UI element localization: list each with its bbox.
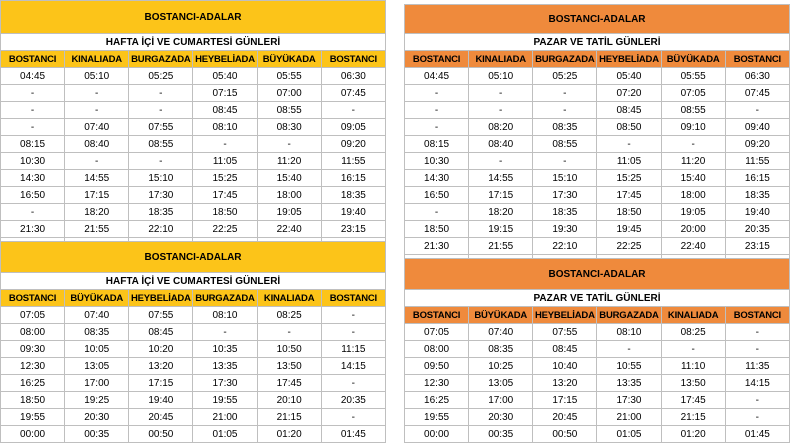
time-cell: 00:35 — [65, 426, 129, 443]
time-cell: 08:20 — [469, 119, 533, 136]
time-cell: 11:35 — [725, 358, 789, 375]
time-cell: 10:05 — [65, 341, 129, 358]
time-cell: - — [725, 409, 789, 426]
table-row — [1, 68, 386, 85]
table-row — [405, 187, 790, 204]
time-cell: - — [321, 307, 385, 324]
table-row — [405, 409, 790, 426]
time-cell: 19:15 — [469, 221, 533, 238]
table-row — [405, 119, 790, 136]
time-cell: 08:55 — [533, 136, 597, 153]
time-cell: 08:50 — [597, 119, 661, 136]
time-cell: 09:30 — [1, 341, 65, 358]
table-row — [1, 358, 386, 375]
time-cell: 16:15 — [321, 170, 385, 187]
time-cell: 10:35 — [193, 341, 257, 358]
time-cell: 18:35 — [129, 204, 193, 221]
time-cell: 11:10 — [661, 358, 725, 375]
table-row — [1, 409, 386, 426]
time-cell: 11:05 — [193, 153, 257, 170]
time-cell: 16:25 — [1, 375, 65, 392]
time-cell: 18:00 — [257, 187, 321, 204]
time-cell: 18:35 — [321, 187, 385, 204]
time-cell: 12:30 — [1, 358, 65, 375]
time-cell: 17:15 — [65, 187, 129, 204]
time-cell: 01:45 — [725, 426, 789, 443]
table-row — [405, 153, 790, 170]
time-cell: 07:45 — [321, 85, 385, 102]
time-cell: - — [533, 153, 597, 170]
time-cell: - — [597, 136, 661, 153]
time-cell: 18:35 — [725, 187, 789, 204]
time-cell: 22:40 — [661, 238, 725, 255]
time-cell: 10:25 — [469, 358, 533, 375]
time-cell: - — [661, 136, 725, 153]
time-cell: 11:15 — [321, 341, 385, 358]
time-cell: 05:10 — [469, 68, 533, 85]
time-cell: 13:05 — [469, 375, 533, 392]
time-cell: 18:50 — [405, 221, 469, 238]
column-header: HEYBELİADA — [129, 290, 193, 307]
time-cell: 21:00 — [597, 409, 661, 426]
time-cell: 05:10 — [65, 68, 129, 85]
time-cell: 07:00 — [257, 85, 321, 102]
time-cell: 08:40 — [65, 136, 129, 153]
table-row — [1, 221, 386, 238]
time-cell: 18:35 — [533, 204, 597, 221]
table-title: BOSTANCI-ADALAR — [405, 259, 790, 290]
time-cell: 23:15 — [725, 238, 789, 255]
table-row — [1, 426, 386, 443]
time-cell: 09:20 — [321, 136, 385, 153]
table-row — [405, 221, 790, 238]
time-cell: 17:45 — [661, 392, 725, 409]
time-cell: - — [193, 324, 257, 341]
time-cell: 18:20 — [469, 204, 533, 221]
column-header: BOSTANCI — [1, 290, 65, 307]
time-cell: 08:45 — [129, 324, 193, 341]
time-cell: - — [1, 204, 65, 221]
time-cell: 14:15 — [321, 358, 385, 375]
time-cell: 08:10 — [193, 119, 257, 136]
time-cell: - — [129, 153, 193, 170]
table-row — [1, 375, 386, 392]
time-cell: 17:15 — [533, 392, 597, 409]
time-cell: 22:10 — [129, 221, 193, 238]
time-cell: 19:55 — [1, 409, 65, 426]
time-cell: 08:15 — [1, 136, 65, 153]
time-cell: 08:00 — [1, 324, 65, 341]
time-cell: 08:00 — [405, 341, 469, 358]
column-header: BURGAZADA — [533, 51, 597, 68]
time-cell: 09:50 — [405, 358, 469, 375]
time-cell: 15:25 — [597, 170, 661, 187]
time-cell: 09:20 — [725, 136, 789, 153]
time-cell: 17:15 — [129, 375, 193, 392]
time-cell: 13:20 — [129, 358, 193, 375]
time-cell: 08:15 — [405, 136, 469, 153]
column-header: KINALIADA — [661, 307, 725, 324]
time-cell: 13:35 — [597, 375, 661, 392]
time-cell: 07:15 — [193, 85, 257, 102]
time-cell: 22:25 — [597, 238, 661, 255]
time-cell: 14:15 — [725, 375, 789, 392]
time-cell: 21:30 — [405, 238, 469, 255]
time-cell: - — [533, 102, 597, 119]
time-cell: 20:45 — [129, 409, 193, 426]
table-row — [1, 187, 386, 204]
time-cell: 22:25 — [193, 221, 257, 238]
time-cell: 19:05 — [661, 204, 725, 221]
time-cell: 05:25 — [129, 68, 193, 85]
time-cell: 14:30 — [1, 170, 65, 187]
time-cell: 08:55 — [661, 102, 725, 119]
time-cell: 17:00 — [469, 392, 533, 409]
time-cell: 19:40 — [129, 392, 193, 409]
time-cell: - — [533, 85, 597, 102]
time-cell: 07:40 — [469, 324, 533, 341]
time-cell: 15:10 — [533, 170, 597, 187]
table-subtitle: PAZAR VE TATİL GÜNLERİ — [405, 290, 790, 307]
time-cell: - — [129, 85, 193, 102]
time-cell: 19:55 — [193, 392, 257, 409]
time-cell: 08:35 — [65, 324, 129, 341]
time-cell: 22:10 — [533, 238, 597, 255]
time-cell: - — [65, 102, 129, 119]
time-cell: 15:40 — [257, 170, 321, 187]
time-cell: 07:20 — [597, 85, 661, 102]
table-row — [405, 85, 790, 102]
time-cell: 05:55 — [661, 68, 725, 85]
time-cell: 18:50 — [193, 204, 257, 221]
time-cell: 20:00 — [661, 221, 725, 238]
time-cell: 00:00 — [1, 426, 65, 443]
table-title: BOSTANCI-ADALAR — [1, 1, 386, 34]
time-cell: 08:10 — [597, 324, 661, 341]
time-cell: 20:35 — [321, 392, 385, 409]
table-row — [1, 204, 386, 221]
table-subtitle: PAZAR VE TATİL GÜNLERİ — [405, 34, 790, 51]
table-row — [1, 136, 386, 153]
time-cell: 11:55 — [725, 153, 789, 170]
column-header: BÜYÜKADA — [257, 51, 321, 68]
column-header: KINALIADA — [65, 51, 129, 68]
table-row — [405, 358, 790, 375]
time-cell: 11:20 — [257, 153, 321, 170]
time-cell: 08:35 — [533, 119, 597, 136]
table-row — [1, 341, 386, 358]
time-cell: - — [469, 153, 533, 170]
time-cell: - — [321, 375, 385, 392]
table-row — [405, 392, 790, 409]
timetable-t1 — [0, 0, 386, 255]
table-row — [405, 68, 790, 85]
table-row — [1, 153, 386, 170]
time-cell: 07:05 — [405, 324, 469, 341]
time-cell: 15:25 — [193, 170, 257, 187]
time-cell: 08:30 — [257, 119, 321, 136]
time-cell: - — [1, 119, 65, 136]
time-cell: - — [405, 85, 469, 102]
time-cell: 08:35 — [469, 341, 533, 358]
time-cell: - — [597, 341, 661, 358]
table-row — [405, 375, 790, 392]
time-cell: - — [65, 85, 129, 102]
time-cell: 17:45 — [257, 375, 321, 392]
time-cell: 08:55 — [129, 136, 193, 153]
time-cell: 17:00 — [65, 375, 129, 392]
time-cell: 10:30 — [1, 153, 65, 170]
table-row — [1, 170, 386, 187]
table-row — [1, 324, 386, 341]
column-header: BOSTANCI — [725, 51, 789, 68]
time-cell: 00:50 — [533, 426, 597, 443]
time-cell: 16:15 — [725, 170, 789, 187]
column-header: BOSTANCI — [405, 51, 469, 68]
time-cell: 13:50 — [257, 358, 321, 375]
time-cell: - — [321, 409, 385, 426]
time-cell: 10:40 — [533, 358, 597, 375]
time-cell: 19:55 — [405, 409, 469, 426]
time-cell: 11:05 — [597, 153, 661, 170]
time-cell: 13:05 — [65, 358, 129, 375]
time-cell: 07:55 — [129, 119, 193, 136]
time-cell: 16:25 — [405, 392, 469, 409]
time-cell: 17:30 — [597, 392, 661, 409]
time-cell: 19:25 — [65, 392, 129, 409]
time-cell: 16:50 — [1, 187, 65, 204]
time-cell: 19:05 — [257, 204, 321, 221]
column-header: BOSTANCI — [321, 290, 385, 307]
time-cell: 10:50 — [257, 341, 321, 358]
time-cell: 00:50 — [129, 426, 193, 443]
time-cell: 13:20 — [533, 375, 597, 392]
time-cell: 05:25 — [533, 68, 597, 85]
time-cell: - — [405, 204, 469, 221]
time-cell: 22:40 — [257, 221, 321, 238]
time-cell: 20:30 — [65, 409, 129, 426]
column-header: BURGAZADA — [597, 307, 661, 324]
time-cell: 09:05 — [321, 119, 385, 136]
time-cell: 07:05 — [661, 85, 725, 102]
time-cell: 17:30 — [533, 187, 597, 204]
table-title: BOSTANCI-ADALAR — [1, 242, 386, 273]
time-cell: 13:35 — [193, 358, 257, 375]
time-cell: 20:45 — [533, 409, 597, 426]
time-cell: - — [405, 102, 469, 119]
column-header: HEYBELİADA — [533, 307, 597, 324]
time-cell: 19:45 — [597, 221, 661, 238]
time-cell: 21:15 — [257, 409, 321, 426]
time-cell: - — [725, 102, 789, 119]
time-cell: 12:30 — [405, 375, 469, 392]
time-cell: 18:50 — [597, 204, 661, 221]
time-cell: 18:00 — [661, 187, 725, 204]
table-row — [405, 238, 790, 255]
time-cell: 09:40 — [725, 119, 789, 136]
table-subtitle: HAFTA İÇİ VE CUMARTESİ GÜNLERİ — [1, 34, 386, 51]
column-header: KINALIADA — [469, 51, 533, 68]
column-header: HEYBELİADA — [597, 51, 661, 68]
time-cell: 07:55 — [533, 324, 597, 341]
time-cell: 07:40 — [65, 307, 129, 324]
time-cell: 17:45 — [193, 187, 257, 204]
time-cell: 21:00 — [193, 409, 257, 426]
time-cell: 18:20 — [65, 204, 129, 221]
table-row — [405, 341, 790, 358]
timetable-t2 — [404, 4, 790, 272]
time-cell: 21:55 — [469, 238, 533, 255]
time-cell: - — [405, 119, 469, 136]
table-row — [1, 85, 386, 102]
column-header: BOSTANCI — [405, 307, 469, 324]
time-cell: 06:30 — [725, 68, 789, 85]
column-header: KINALIADA — [257, 290, 321, 307]
time-cell: 23:15 — [321, 221, 385, 238]
time-cell: 10:30 — [405, 153, 469, 170]
time-cell: 11:55 — [321, 153, 385, 170]
time-cell: - — [725, 392, 789, 409]
column-header: BÜYÜKADA — [469, 307, 533, 324]
table-row — [405, 204, 790, 221]
time-cell: 00:00 — [405, 426, 469, 443]
time-cell: 08:25 — [661, 324, 725, 341]
column-header: BOSTANCI — [725, 307, 789, 324]
time-cell: 15:10 — [129, 170, 193, 187]
time-cell: 13:50 — [661, 375, 725, 392]
time-cell: 07:45 — [725, 85, 789, 102]
time-cell: 16:50 — [405, 187, 469, 204]
table-row — [405, 170, 790, 187]
time-cell: 08:10 — [193, 307, 257, 324]
time-cell: 06:30 — [321, 68, 385, 85]
time-cell: - — [725, 324, 789, 341]
table-row — [405, 426, 790, 443]
time-cell: 11:20 — [661, 153, 725, 170]
time-cell: 07:05 — [1, 307, 65, 324]
column-header: BÜYÜKADA — [65, 290, 129, 307]
time-cell: 21:30 — [1, 221, 65, 238]
table-row — [1, 119, 386, 136]
table-title: BOSTANCI-ADALAR — [405, 5, 790, 34]
time-cell: 21:55 — [65, 221, 129, 238]
time-cell: - — [129, 102, 193, 119]
time-cell: 19:40 — [321, 204, 385, 221]
time-cell: 08:45 — [533, 341, 597, 358]
timetable-t4 — [404, 258, 790, 443]
time-cell: 05:40 — [193, 68, 257, 85]
time-cell: 07:40 — [65, 119, 129, 136]
time-cell: 14:55 — [469, 170, 533, 187]
time-cell: - — [725, 341, 789, 358]
time-cell: 07:55 — [129, 307, 193, 324]
time-cell: 17:30 — [129, 187, 193, 204]
time-cell: 08:40 — [469, 136, 533, 153]
time-cell: 04:45 — [1, 68, 65, 85]
time-cell: 20:10 — [257, 392, 321, 409]
column-header: BOSTANCI — [1, 51, 65, 68]
time-cell: - — [321, 102, 385, 119]
time-cell: 01:05 — [193, 426, 257, 443]
time-cell: - — [257, 136, 321, 153]
time-cell: 01:45 — [321, 426, 385, 443]
column-header: BOSTANCI — [321, 51, 385, 68]
time-cell: 08:55 — [257, 102, 321, 119]
column-header: BURGAZADA — [129, 51, 193, 68]
time-cell: 19:40 — [725, 204, 789, 221]
time-cell: 05:40 — [597, 68, 661, 85]
time-cell: - — [321, 324, 385, 341]
time-cell: 01:05 — [597, 426, 661, 443]
time-cell: - — [469, 102, 533, 119]
time-cell: 19:30 — [533, 221, 597, 238]
time-cell: 08:25 — [257, 307, 321, 324]
table-row — [405, 136, 790, 153]
time-cell: 15:40 — [661, 170, 725, 187]
table-row — [405, 102, 790, 119]
time-cell: 10:20 — [129, 341, 193, 358]
time-cell: - — [193, 136, 257, 153]
time-cell: - — [661, 341, 725, 358]
time-cell: 21:15 — [661, 409, 725, 426]
time-cell: 14:30 — [405, 170, 469, 187]
time-cell: 17:45 — [597, 187, 661, 204]
table-row — [1, 102, 386, 119]
table-row — [1, 392, 386, 409]
column-header: HEYBELİADA — [193, 51, 257, 68]
timetable-t3 — [0, 241, 386, 443]
column-header: BÜYÜKADA — [661, 51, 725, 68]
time-cell: 05:55 — [257, 68, 321, 85]
time-cell: 20:30 — [469, 409, 533, 426]
time-cell: 01:20 — [661, 426, 725, 443]
table-row — [405, 324, 790, 341]
table-row — [1, 307, 386, 324]
table-subtitle: HAFTA İÇİ VE CUMARTESİ GÜNLERİ — [1, 273, 386, 290]
time-cell: - — [1, 85, 65, 102]
time-cell: 10:55 — [597, 358, 661, 375]
time-cell: 09:10 — [661, 119, 725, 136]
time-cell: - — [257, 324, 321, 341]
time-cell: 17:30 — [193, 375, 257, 392]
time-cell: 14:55 — [65, 170, 129, 187]
time-cell: 20:35 — [725, 221, 789, 238]
time-cell: 17:15 — [469, 187, 533, 204]
time-cell: 08:45 — [597, 102, 661, 119]
column-header: BURGAZADA — [193, 290, 257, 307]
time-cell: 18:50 — [1, 392, 65, 409]
time-cell: 04:45 — [405, 68, 469, 85]
time-cell: 08:45 — [193, 102, 257, 119]
time-cell: 01:20 — [257, 426, 321, 443]
time-cell: - — [1, 102, 65, 119]
time-cell: 00:35 — [469, 426, 533, 443]
time-cell: - — [469, 85, 533, 102]
time-cell: - — [65, 153, 129, 170]
